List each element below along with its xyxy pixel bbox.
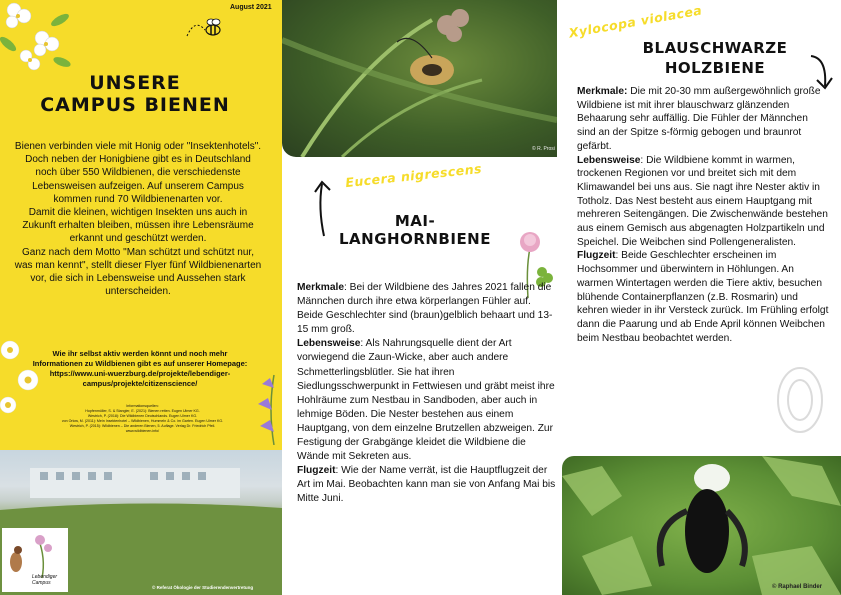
intro-text <box>14 140 262 298</box>
flugzeit-paragraph <box>297 464 559 506</box>
source-item: www.wildbienen.info/ <box>125 429 160 433</box>
species-common-name <box>330 212 500 248</box>
flugzeit-label: Flugzeit <box>577 250 616 262</box>
lebensweise-paragraph <box>297 337 559 464</box>
flyer-title-line2: CAMPUS BIENEN <box>40 94 230 116</box>
sources-list <box>40 404 245 434</box>
photo-credit: © Raphael Binder <box>772 584 823 590</box>
lebensweise-label: Lebensweise <box>297 338 361 350</box>
flugzeit-label: Flugzeit <box>297 465 336 477</box>
homepage-info <box>18 349 262 389</box>
homepage-link[interactable]: campus/projekte/citizenscience/ <box>82 379 198 388</box>
intro-panel <box>0 0 282 595</box>
source-item: von Orlow, M. (2011): Mein Insektenhotel – Wildbienen, Hummeln & Co. im Garten. Eugen Ulmer KG. <box>61 419 224 423</box>
bee-icon <box>185 16 223 42</box>
homepage-info-line: Wie ihr selbst aktiv werden könnt und noch mehr <box>52 349 228 358</box>
eucera-description <box>297 281 559 507</box>
homepage-link[interactable]: https://www.uni-wuerzburg.de/projekte/lebendiger- <box>49 369 231 378</box>
flyer-title <box>30 72 240 116</box>
species-common-name-line2: HOLZBIENE <box>664 59 766 77</box>
species-common-name-line2: LANGHORNBIENE <box>338 230 491 248</box>
bluebell-icon <box>244 370 282 445</box>
lebensweise-paragraph <box>577 154 829 250</box>
flyer-title-line1: UNSERE <box>89 72 181 94</box>
flower-icon <box>0 0 80 80</box>
xylocopa-description <box>577 85 829 345</box>
intro-paragraph: Bienen verbinden viele mit Honig oder "Insektenhotels". Doch neben der Honigbiene gibt es in Deutschland noch über 550 Wildbienen, die verschiedenste Lebensweisen aufzeigen. Auf unserem Campus kommen rund 70 Wildbienenarten vor. <box>14 141 262 205</box>
logo-text <box>32 574 57 586</box>
merkmale-label: Merkmale <box>297 282 345 293</box>
flugzeit-paragraph <box>577 249 829 345</box>
issue-date: August 2021 <box>230 4 272 11</box>
source-item: Informationsquellen: <box>126 404 159 408</box>
lebendiger-campus-logo <box>2 528 68 592</box>
intro-paragraph: Damit die kleinen, wichtigen Insekten uns auch in Zukunft erhalten bleiben, müssen ihre Lebensräume erkannt und geschützt werden. <box>22 207 254 245</box>
species-latin-name: Xylocopa violacea <box>567 2 704 41</box>
merkmale-paragraph <box>297 281 559 337</box>
watermark-ornament-icon <box>770 360 830 440</box>
eucera-photo <box>282 0 557 157</box>
xylocopa-photo <box>562 456 841 595</box>
source-item: Westrich, P. (2018): Die Wildbienen Deutschlands. Eugen Ulmer KG. <box>87 414 198 418</box>
merkmale-text: : Bei der Wildbiene des Jahres 2021 fallen die Männchen durch ihre etwa körperlangen Fühler auf. Beide Geschlechter sind (braun)gelblich behaart und 13-15 mm groß. <box>297 282 553 336</box>
merkmale-label: Merkmale: <box>577 86 628 97</box>
flugzeit-text: : Beide Geschlechter erscheinen im Hochsommer und überwintern in Höhlungen. An warmen Wintertagen werden die Tiere aktiv, besuchen blühende Containerpflanzen (z.B. Rosmarin) und kehren wieder in ihr Versteck zurück. Im Frühling erfolgt dann die Paarung und ab Ende April können Weibchen beim Nestbau beobachtet werden. <box>577 250 829 344</box>
species-latin-name: Eucera nigrescens <box>344 160 483 191</box>
merkmale-text: Die mit 20-30 mm außergewöhnlich große Wildbiene ist mit ihrer blauschwarz glänzenden Behaarung sehr auffällig. Die Fühler der Männchen sind an der Spitze s-förmig gebogen und braunrot gefärbt. <box>577 86 821 152</box>
intro-paragraph: Ganz nach dem Motto "Man schützt und schützt nur, was man kennt", stellt dieser Flyer fünf Wildbienenarten vor, die sich in Lebensweise und Aussehen stark unterscheiden. <box>14 246 262 298</box>
logo-text-line2: Campus <box>32 580 51 586</box>
lebensweise-text: : Die Wildbiene kommt in warmen, trockenen Regionen vor und breitet sich mit dem Klimawandel bei uns aus. Sie nagt ihre Nester aktiv in Totholz. Das Nest besteht aus einem Hauptgang mit mehreren Seitengängen. Die Zwischenwände bestehen aus einem Gemisch aus abgenagten Holzpartikeln und Speichel. Die Weibchen sind Pollengeneralisten. <box>577 154 828 248</box>
species-common-name <box>620 38 810 78</box>
photo-credit: © R. Prosi <box>532 146 555 152</box>
source-item: Hopfenmüller, S. & Stangler, E. (2021): Bienen retten. Eugen Ulmer KG. <box>85 409 200 413</box>
species-common-name-line1: BLAUSCHWARZE <box>642 39 788 57</box>
species-common-name-line1: MAI- <box>394 212 436 230</box>
photo-credit: © Referat Ökologie der Studierendenvertretung <box>152 585 254 590</box>
logo-text-line1: Lebendiger <box>32 574 58 580</box>
flugzeit-text: : Wie der Name verrät, ist die Hauptflugzeit der Art im Mai. Beobachten kann man sie von Anfang Mai bis Mitte Juni. <box>297 465 556 505</box>
homepage-info-line: Informationen zu Wildbienen gibt es auf unserer Homepage: <box>32 359 248 368</box>
lebensweise-text: : Als Nahrungsquelle dient der Art vorwiegend die Zaun-Wicke, aber auch andere Schmetterlingsblütler. Sie hat ihren Siedlungsschwerpunkt in Fettwiesen und gräbt meist ihre Hohlräume zum Nestbau in Sandboden, aber auch in lehmige Böden. Die Nester bestehen aus einem Hauptgang, von dem einzelne Brutzellen abzweigen. Zur Festigung der Grabgänge kleidet die Wildbiene die Wände mit Sekreten aus. <box>297 338 555 463</box>
lebensweise-label: Lebensweise <box>577 154 641 166</box>
source-item: Westrich, P. (2015): Wildbienen – Die anderen Bienen, 5. Auflage. Verlag Dr. Friedrich Pfeil. <box>69 424 216 428</box>
merkmale-paragraph <box>577 85 829 154</box>
